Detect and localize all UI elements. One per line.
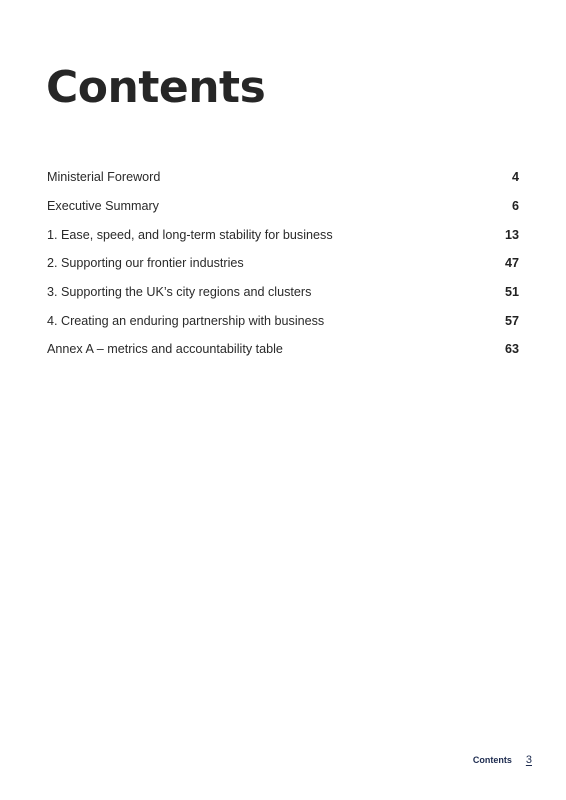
page-footer <box>473 754 532 766</box>
toc-entry-label: 3. Supporting the UK’s city regions and clusters <box>47 285 312 300</box>
toc-entry-executive-summary[interactable] <box>47 192 519 221</box>
toc-entry-label: 2. Supporting our frontier industries <box>47 256 244 271</box>
footer-page-number[interactable]: 3 <box>525 754 532 766</box>
toc-entry-label: Executive Summary <box>47 199 159 214</box>
toc-entry-annex-a[interactable] <box>47 335 519 364</box>
toc-entry-chapter-1[interactable] <box>47 220 519 249</box>
table-of-contents <box>47 163 519 364</box>
toc-entry-page-number: 13 <box>504 227 519 242</box>
toc-entry-page-number: 6 <box>511 199 519 214</box>
toc-entry-page-number: 63 <box>504 342 519 357</box>
toc-entry-chapter-3[interactable] <box>47 278 519 307</box>
page-title: Contents <box>46 62 266 113</box>
toc-entry-chapter-4[interactable] <box>47 306 519 335</box>
toc-entry-ministerial-foreword[interactable] <box>47 163 519 192</box>
toc-entry-label: Annex A – metrics and accountability table <box>47 342 283 357</box>
toc-entry-label: 4. Creating an enduring partnership with business <box>47 313 325 328</box>
toc-entry-page-number: 47 <box>504 256 519 271</box>
toc-entry-page-number: 57 <box>504 313 519 328</box>
footer-section-title: Contents <box>472 755 512 765</box>
toc-entry-page-number: 4 <box>511 170 519 185</box>
toc-entry-page-number: 51 <box>504 285 519 300</box>
toc-entry-chapter-2[interactable] <box>47 249 519 278</box>
toc-entry-label: Ministerial Foreword <box>47 170 161 185</box>
toc-entry-label: 1. Ease, speed, and long-term stability for business <box>47 227 333 242</box>
